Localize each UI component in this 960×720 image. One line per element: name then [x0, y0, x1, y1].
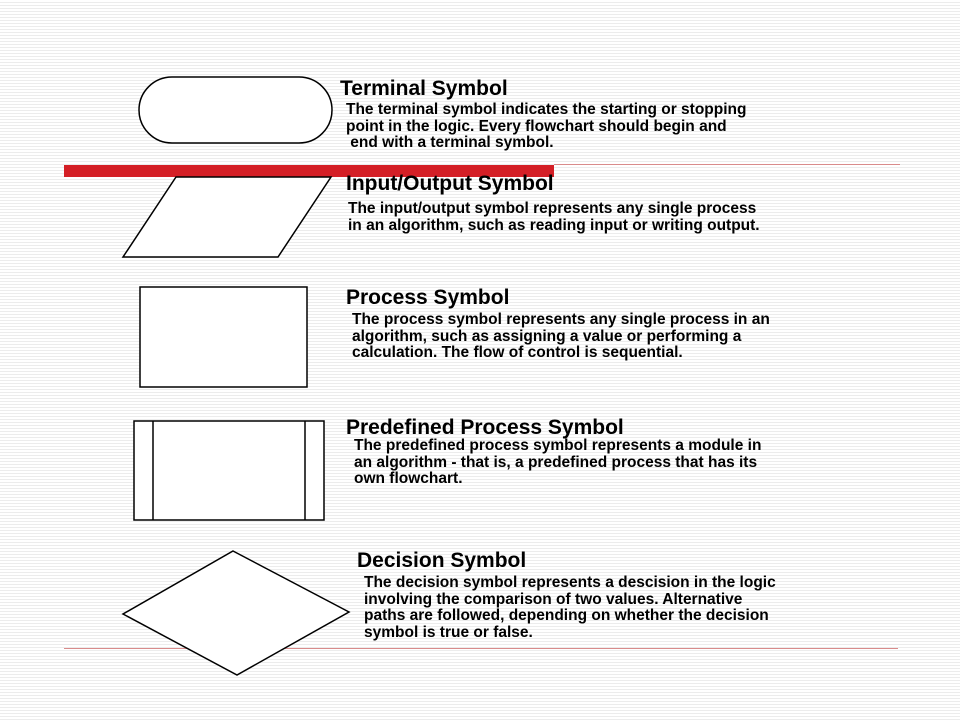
- description-line: paths are followed, depending on whether the decision: [364, 607, 769, 624]
- red-divider-line-top: [554, 164, 900, 165]
- description-line: calculation. The flow of control is sequential.: [352, 344, 683, 361]
- predefined-process-symbol-block: [346, 417, 761, 488]
- terminal-symbol-block: [340, 78, 746, 152]
- input-output-symbol-shape: [120, 174, 336, 260]
- terminal-symbol-shape: [136, 74, 336, 146]
- process-symbol-description: [352, 312, 770, 362]
- description-line: algorithm, such as assigning a value or performing a: [352, 327, 742, 345]
- description-line: own flowchart.: [354, 470, 463, 487]
- terminal-symbol-description: [346, 102, 746, 152]
- predefined-process-symbol-title: Predefined Process Symbol: [346, 416, 624, 439]
- process-symbol-shape: [138, 285, 310, 389]
- decision-symbol-description: [364, 575, 776, 641]
- input-output-symbol-title: Input/Output Symbol: [346, 172, 554, 195]
- process-symbol-block: [346, 287, 770, 362]
- description-line: point in the logic. Every flowchart should begin and: [346, 117, 727, 135]
- input-output-symbol-description: [348, 201, 760, 234]
- description-line: an algorithm - that is, a predefined process that has its: [354, 453, 758, 471]
- predefined-process-symbol-shape: [132, 419, 328, 523]
- decision-symbol-block: [357, 550, 776, 641]
- description-line: The process symbol represents any single process in an: [352, 311, 770, 328]
- decision-symbol-shape: [120, 548, 352, 678]
- predefined-process-symbol-description: [354, 438, 761, 488]
- decision-symbol-title: Decision Symbol: [357, 549, 527, 572]
- description-line: The decision symbol represents a descision in the logic: [364, 574, 776, 591]
- terminal-symbol-title: Terminal Symbol: [340, 77, 508, 100]
- description-line: end with a terminal symbol.: [346, 134, 554, 151]
- description-line: The terminal symbol indicates the starting or stopping: [346, 101, 747, 118]
- description-line: involving the comparison of two values. Alternative: [364, 590, 743, 608]
- description-line: The input/output symbol represents any single process: [348, 200, 757, 217]
- description-line: in an algorithm, such as reading input or writing output.: [348, 216, 760, 234]
- process-symbol-title: Process Symbol: [346, 286, 510, 309]
- description-line: symbol is true or false.: [364, 623, 533, 641]
- input-output-symbol-block: [346, 173, 760, 234]
- description-line: The predefined process symbol represents a module in: [354, 437, 762, 454]
